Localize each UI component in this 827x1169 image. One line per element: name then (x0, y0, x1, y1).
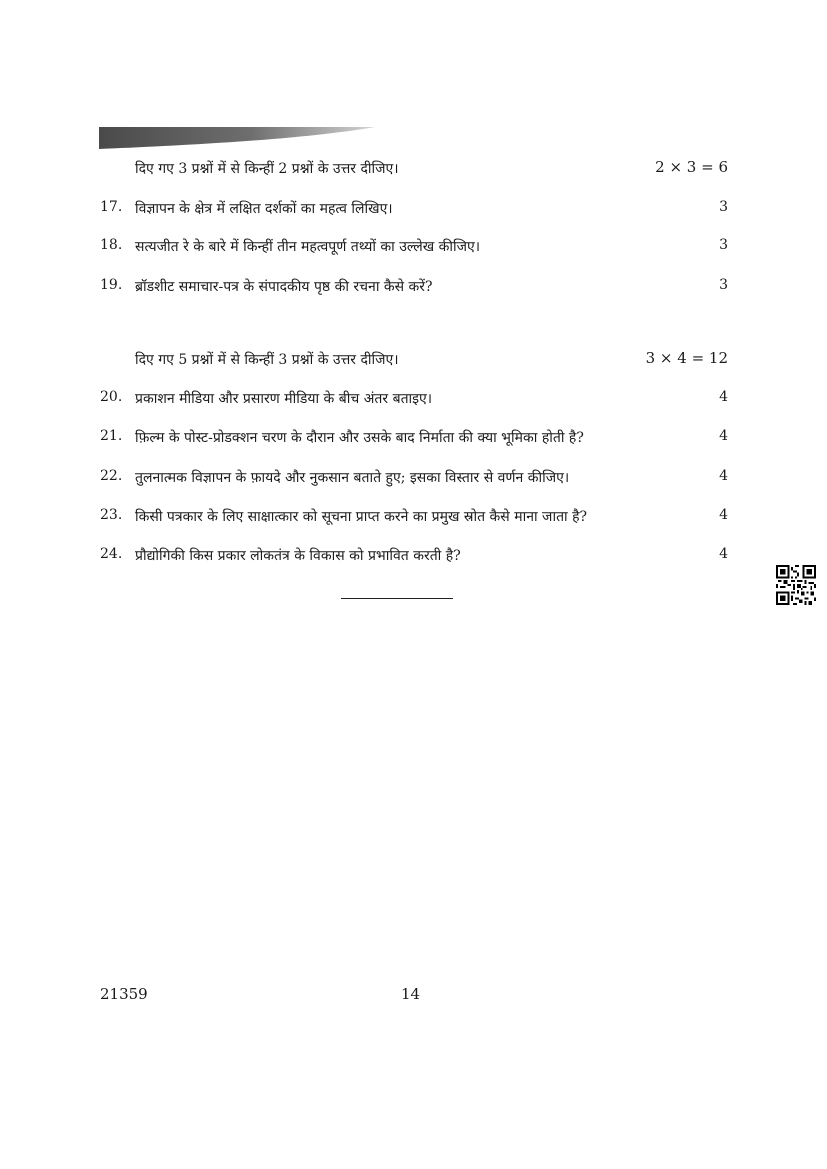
question-text: सत्यजीत रे के बारे में किन्हीं तीन महत्वपूर्ण तथ्यों का उल्लेख कीजिए। (135, 239, 481, 255)
question-text: ब्रॉडशीट समाचार-पत्र के संपादकीय पृष्ठ की रचना कैसे करें? (135, 279, 433, 295)
question-number: 17. (100, 199, 123, 215)
question-text: प्रौद्योगिकी किस प्रकार लोकतंत्र के विकास को प्रभावित करती है? (135, 548, 461, 564)
question-marks: 4 (719, 389, 728, 405)
question-text: तुलनात्मक विज्ञापन के फ़ायदे और नुकसान बताते हुए; इसका विस्तार से वर्णन कीजिए। (135, 470, 570, 486)
question-row (0, 277, 827, 299)
question-row (0, 428, 827, 450)
question-row (0, 389, 827, 411)
page-number: 14 (401, 985, 421, 1003)
paper-code: 21359 (100, 985, 148, 1003)
question-text: किसी पत्रकार के लिए साक्षात्कार को सूचना प्राप्त करने का प्रमुख स्रोत कैसे माना जाता है? (135, 509, 588, 525)
question-marks: 4 (719, 546, 728, 562)
section-2-marks-formula: 3 × 4 = 12 (645, 349, 728, 367)
question-marks: 3 (719, 199, 728, 215)
question-marks: 4 (719, 468, 728, 484)
question-marks: 3 (719, 277, 728, 293)
question-row (0, 199, 827, 221)
header-decorative-bar (99, 127, 375, 149)
question-number: 18. (100, 237, 123, 253)
question-row (0, 468, 827, 490)
section-1-marks-formula: 2 × 3 = 6 (655, 158, 728, 176)
section-2-instruction: दिए गए 5 प्रश्नों में से किन्हीं 3 प्रश्नों के उत्तर दीजिए। (135, 352, 399, 368)
question-marks: 3 (719, 237, 728, 253)
question-number: 23. (100, 507, 123, 523)
end-of-questions-rule (341, 598, 453, 599)
question-marks: 4 (719, 507, 728, 523)
question-row (0, 237, 827, 259)
question-text: विज्ञापन के क्षेत्र में लक्षित दर्शकों का महत्व लिखिए। (135, 201, 393, 217)
question-number: 21. (100, 428, 123, 444)
question-number: 20. (100, 389, 123, 405)
question-number: 22. (100, 468, 123, 484)
question-row (0, 507, 827, 529)
qr-code-icon (776, 565, 816, 605)
question-text: फ़िल्म के पोस्ट-प्रोडक्शन चरण के दौरान और उसके बाद निर्माता की क्या भूमिका होती है? (135, 430, 584, 446)
question-number: 24. (100, 546, 123, 562)
question-marks: 4 (719, 428, 728, 444)
question-row (0, 546, 827, 568)
section-1-instruction: दिए गए 3 प्रश्नों में से किन्हीं 2 प्रश्नों के उत्तर दीजिए। (135, 161, 399, 177)
question-text: प्रकाशन मीडिया और प्रसारण मीडिया के बीच अंतर बताइए। (135, 391, 433, 407)
question-number: 19. (100, 277, 123, 293)
